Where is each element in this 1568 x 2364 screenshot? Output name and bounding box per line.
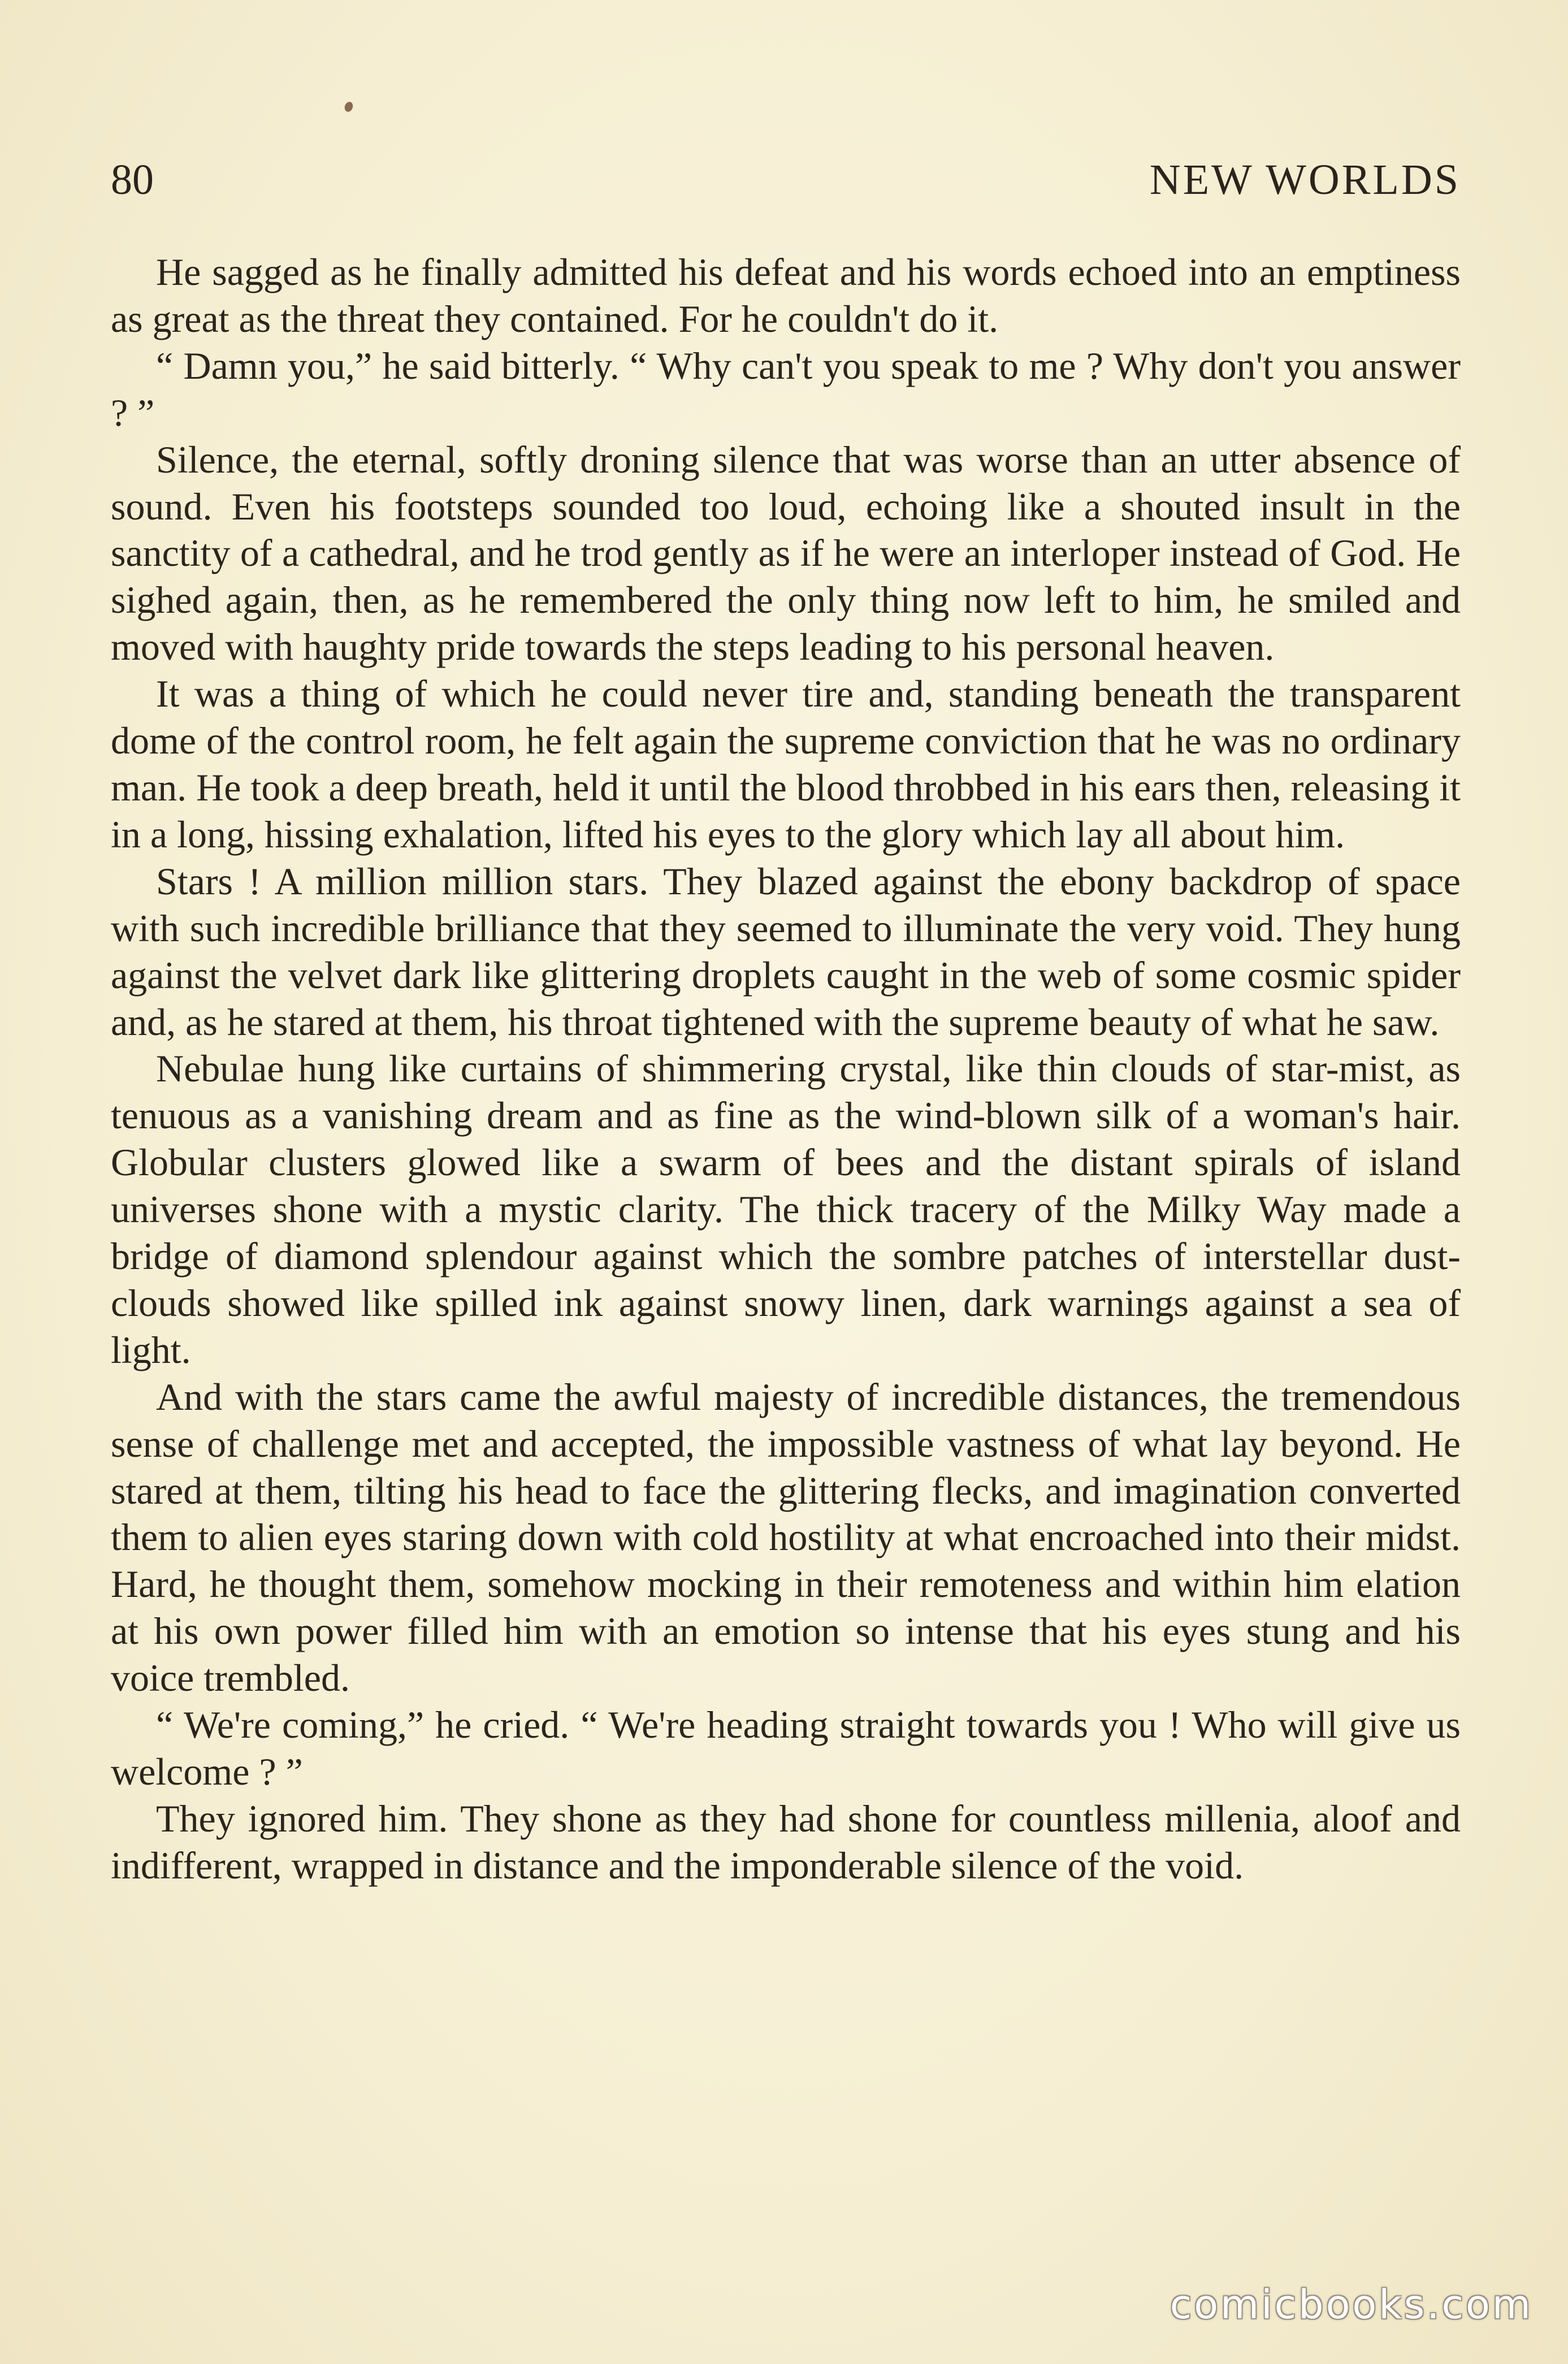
page-header <box>111 151 1461 208</box>
paper-speck <box>343 101 354 113</box>
paragraph: It was a thing of which he could never tire and, standing beneath the transparent dome of the control room, he felt again the supreme conviction that he was no ordinary man. He took a deep breath, held it until the blood throbbed in his ears then, releasing it in a long, hissing exhalation, lifted his eyes to the glory which lay all about him. <box>111 672 1461 856</box>
paragraph: Nebulae hung like curtains of shimmering crystal, like thin clouds of star-mist, as tenuous as a vanishing dream and as fine as the wind-blown silk of a woman's hair. Globular clusters glowed like a swarm of bees and the distant spirals of island universes shone with a mystic clarity. The thick tracery of the Milky Way made a bridge of diamond splendour against which the sombre patches of interstellar dust-clouds showed like spilled ink against snowy linen, dark warnings against a sea of light. <box>111 1047 1461 1371</box>
paragraph: Stars ! A million million stars. They blazed against the ebony backdrop of space with such incredible brilliance that they seemed to illuminate the very void. They hung against the velvet dark like glittering droplets caught in the web of some cosmic spider and, as he stared at them, his throat tightened with the supreme beauty of what he saw. <box>111 859 1461 1044</box>
paragraph: They ignored him. They shone as they had shone for countless millenia, aloof and indifferent, wrapped in distance and the imponderable silence of the void. <box>111 1796 1461 1887</box>
paragraph: And with the stars came the awful majesty of incredible distances, the tremendous sense of challenge met and accepted, the impossible vastness of what lay beyond. He stared at them, tilting his head to face the glittering flecks, and imagination converted them to alien eyes staring down with cold hostility at what encroached into their midst. Hard, he thought them, somehow mocking in their remoteness and within him elation at his own power filled him with an emotion so intense that his eyes stung and his voice trembled. <box>111 1375 1461 1700</box>
paragraph: “ We're coming,” he cried. “ We're heading straight towards you ! Who will give us welcome ? ” <box>111 1703 1461 1793</box>
story-text <box>111 249 1461 1889</box>
paragraph: Silence, the eternal, softly droning silence that was worse than an utter absence of sound. Even his footsteps sounded too loud, echoing like a shouted insult in the sanctity of a cathedral, and he trod gently as if he were an interloper instead of God. He sighed again, then, as he remembered the only thing now left to him, he smiled and moved with haughty pride towards the steps leading to his personal heaven. <box>111 438 1461 669</box>
paragraph: “ Damn you,” he said bitterly. “ Why can't you speak to me ? Why don't you answer ? ” <box>111 344 1461 434</box>
watermark: comicbooks.com <box>1169 2281 1533 2328</box>
paragraph: He sagged as he finally admitted his defeat and his words echoed into an emptiness as great as the threat they contained. For he couldn't do it. <box>111 250 1461 340</box>
page-number: 80 <box>111 156 154 204</box>
running-head: NEW WORLDS <box>1149 156 1461 204</box>
